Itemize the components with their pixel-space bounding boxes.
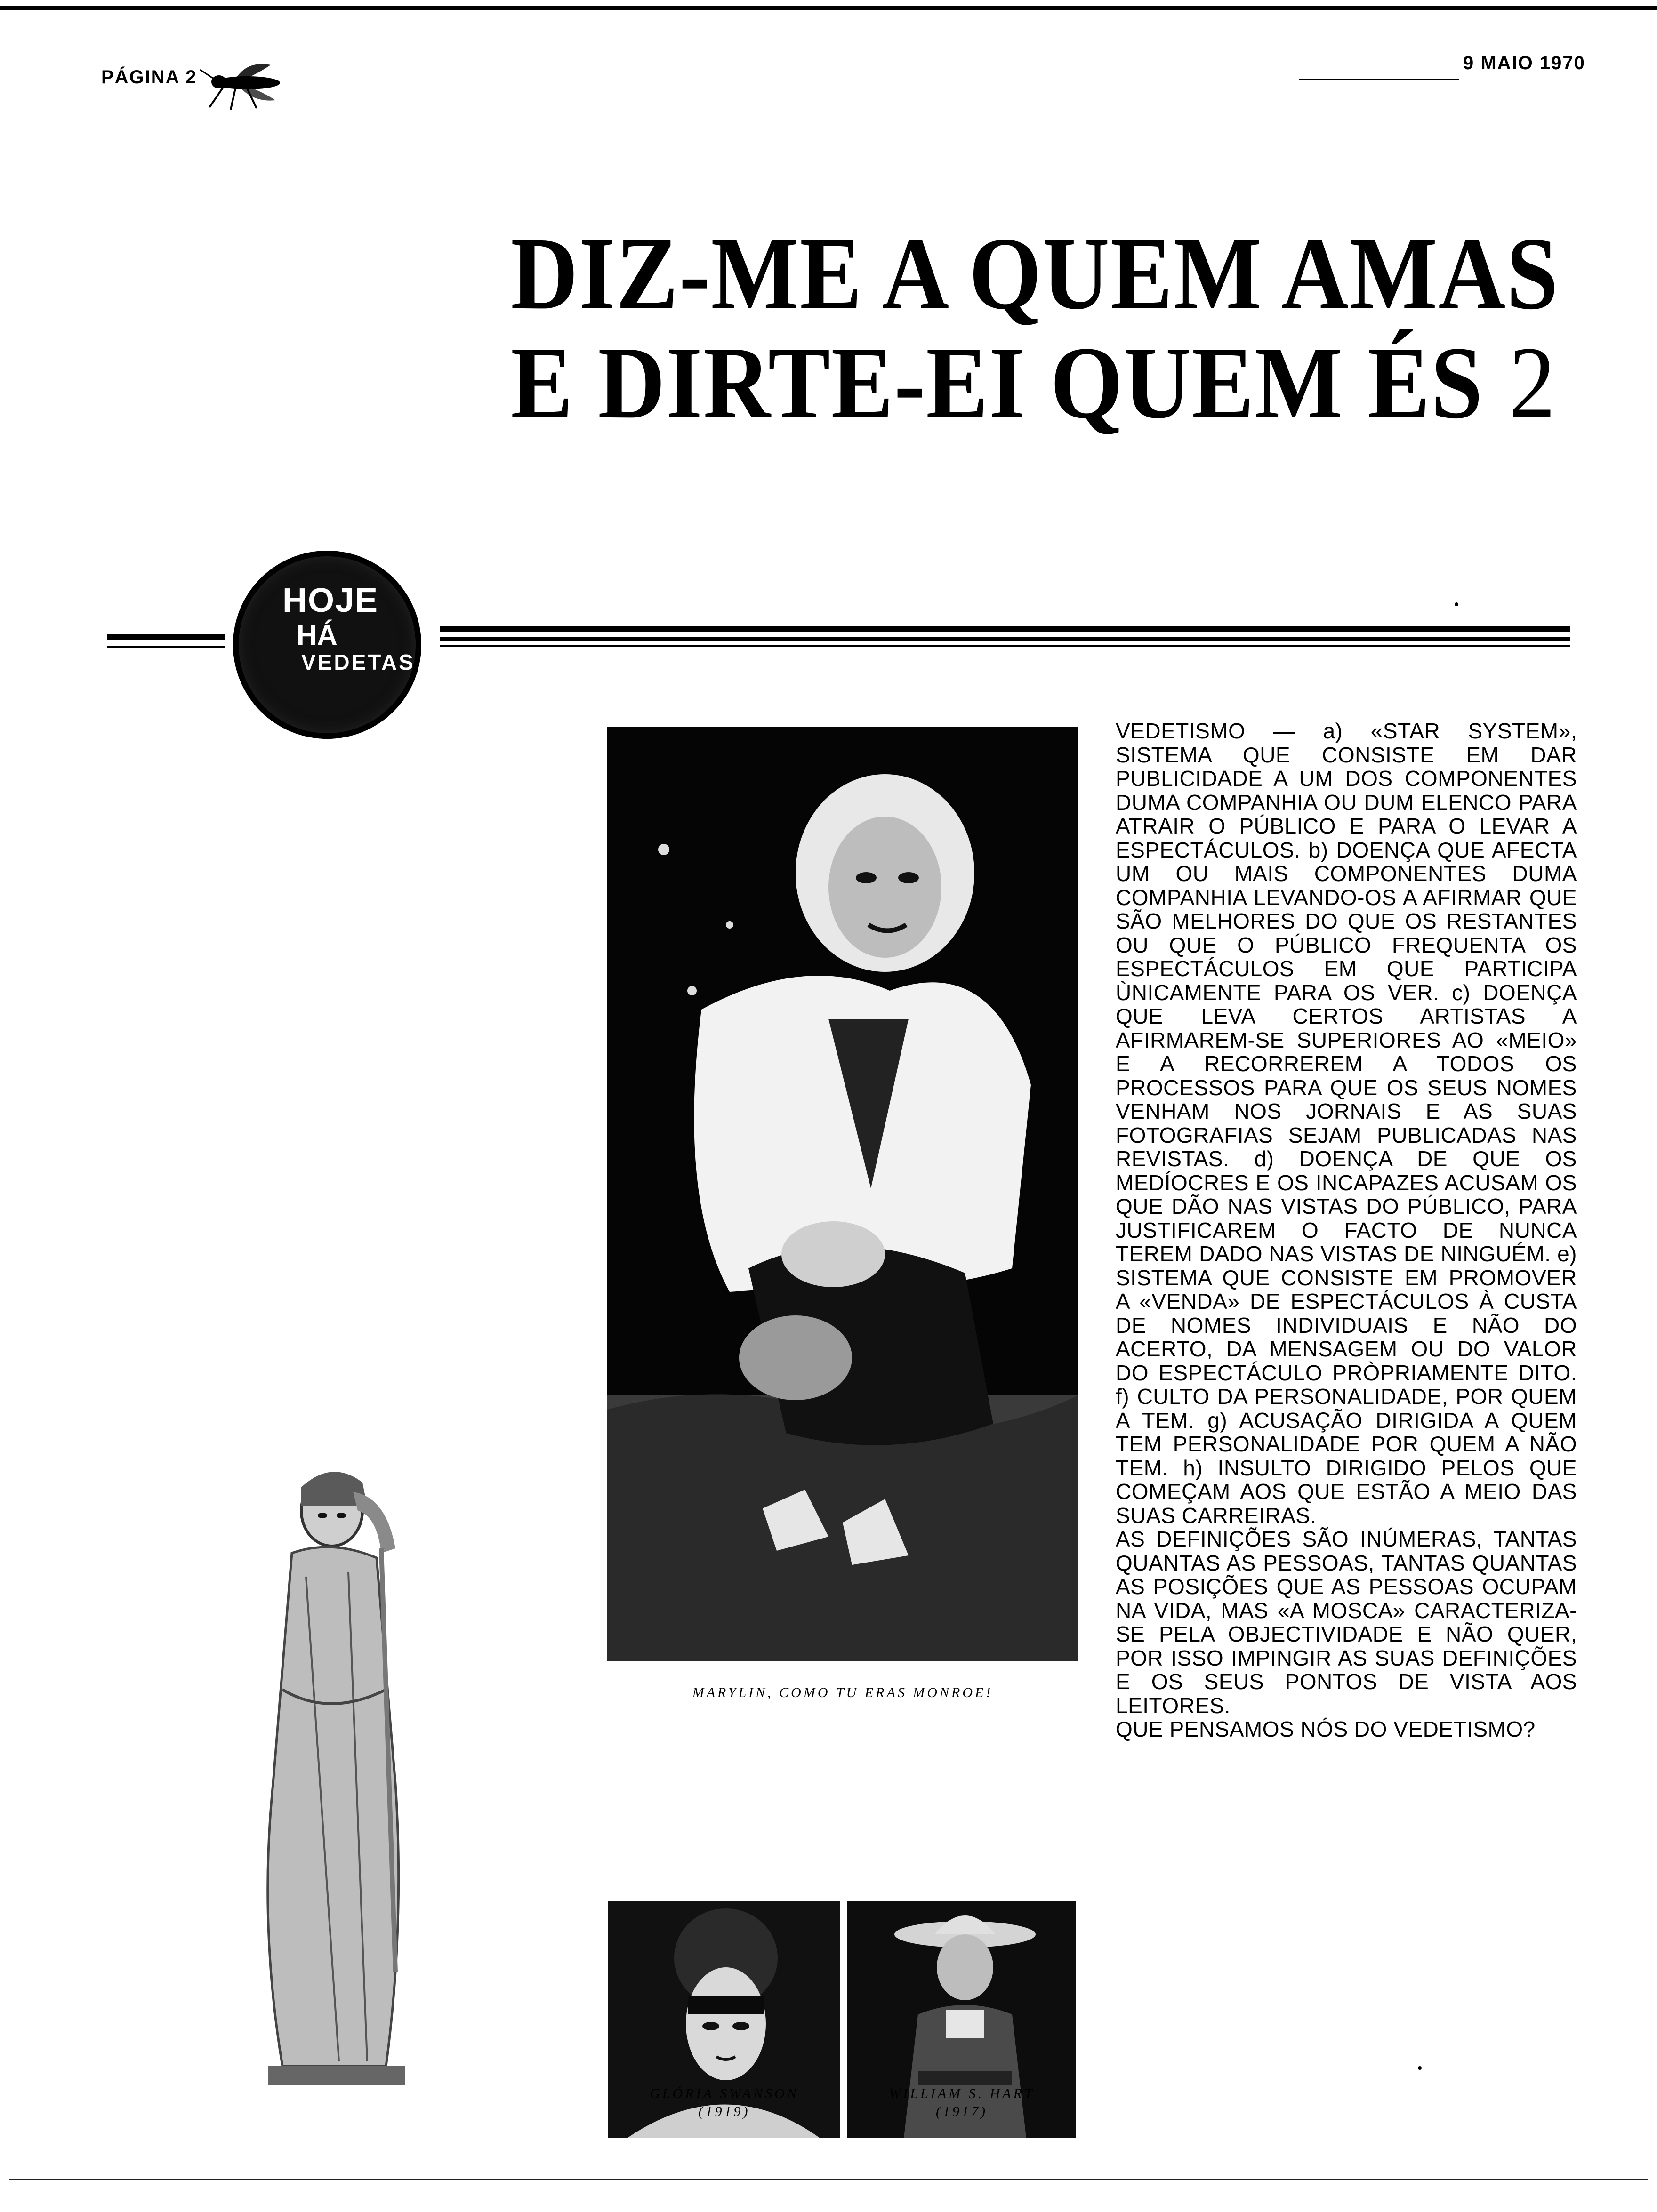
bottom-rule [9, 2179, 1648, 2180]
section-rule-right [440, 626, 1570, 632]
page-number-label: PÁGINA 2 [101, 67, 197, 88]
top-border-rule [0, 6, 1657, 10]
gloria-swanson-caption [608, 2085, 840, 2121]
badge-line-hoje: HOJE [282, 582, 379, 619]
section-rule-left [107, 634, 225, 640]
badge-line-vedetas: VEDETAS [301, 650, 415, 674]
william-hart-year: (1917) [936, 2104, 988, 2119]
article-definitions-note: AS DEFINIÇÕES SÃO INÚMERAS, TANTAS QUANTAS AS PESSOAS, TANTAS QUANTAS AS POSIÇÕES QUE AS PESSOAS OCUPAM NA VIDA, MAS «A MOSCA» CARACTERIZA-SE PELA OBJECTIVIDADE E NÃO QUER, POR ISSO IMPINGIR AS SUAS DEFINIÇÕES E OS SEUS PONTOS DE VISTA AOS LEITORES. [1116, 1527, 1577, 1718]
gloria-swanson-name: GLÓRIA SWANSON [650, 2086, 799, 2101]
article-question: QUE PENSAMOS NÓS DO VEDETISMO? [1116, 1717, 1536, 1741]
badge-line-ha: HÁ [297, 619, 338, 651]
section-rule-right-thin [440, 645, 1570, 647]
vedette-figure-photo [226, 1454, 471, 2090]
article-body [1116, 719, 1577, 1741]
marilyn-photo-art [607, 727, 1078, 1661]
headline-part-number: 2 [1509, 325, 1557, 440]
print-speck [1455, 602, 1458, 606]
fly-icon [191, 56, 290, 112]
article-definition: VEDETISMO — a) «STAR SYSTEM», SISTEMA QUE CONSISTE EM DAR PUBLICIDADE A UM DOS COMPONENTES DUMA COMPANHIA OU DUM ELENCO PARA ATRAIR O PÚBLICO E PARA O LEVAR A ESPECTÁCULOS. b) DOENÇA QUE AFECTA UM OU MAIS COMPONENTES DUMA COMPANHIA LEVANDO-OS A AFIRMAR QUE SÃO MELHORES DO QUE OS RESTANTES OU QUE O PÚBLICO FREQUENTA OS ESPECTÁCULOS EM QUE PARTICIPA ÙNICAMENTE PARA OS VER. c) DOENÇA QUE LEVA CERTOS ARTISTAS A AFIRMAREM-SE SUPERIORES AO «MEIO» E A RECORREREM A TODOS OS PROCESSOS PARA QUE OS SEUS NOMES VENHAM NOS JORNAIS E AS SUAS FOTOGRAFIAS SEJAM PUBLICADAS NAS REVISTAS. d) DOENÇA DE QUE OS MEDÍOCRES E OS INCAPAZES ACUSAM OS QUE DÃO NAS VISTAS DO PÚBLICO, PARA JUSTIFICAREM O FACTO DE NUNCA TEREM DADO NAS VISTAS DE NINGUÉM. e) SISTEMA QUE CONSISTE EM PROMOVER A «VENDA» DE ESPECTÁCULOS À CUSTA DE NOMES INDIVIDUAIS E NÃO DO ACERTO, DA MENSAGEM OU DO VALOR DO ESPECTÁCULO PRÒPRIAMENTE DITO. f) CULTO DA PERSONALIDADE, POR QUEM A TEM. g) ACUSAÇÃO DIRIGIDA A QUEM TEM PERSONALIDADE POR QUEM A NÃO TEM. h) INSULTO DIRIGIDO PELOS QUE COMEÇAM AOS QUE ESTÃO A MEIO DAS SUAS CARREIRAS. [1116, 719, 1577, 1528]
marilyn-caption: MARYLIN, COMO TU ERAS MONROE! [692, 1685, 993, 1700]
vedette-figure-art [226, 1454, 471, 2090]
headline [511, 216, 1560, 440]
date-rule [1299, 79, 1459, 80]
headline-line-1: DIZ-ME A QUEM AMAS [511, 216, 1560, 331]
headline-line-2 [511, 325, 1557, 440]
william-hart-caption [847, 2085, 1076, 2121]
headline-line-2-text: E DIRTE-EI QUEM ÉS [511, 325, 1484, 440]
section-rule-right-mid [440, 637, 1570, 641]
gloria-swanson-year: (1919) [698, 2104, 750, 2119]
section-rule-left-thin [107, 646, 225, 648]
issue-date: 9 MAIO 1970 [1463, 53, 1585, 73]
william-hart-name: WILLIAM S. HART [889, 2086, 1035, 2101]
print-speck [1418, 2066, 1422, 2070]
marilyn-photo [607, 727, 1078, 1661]
